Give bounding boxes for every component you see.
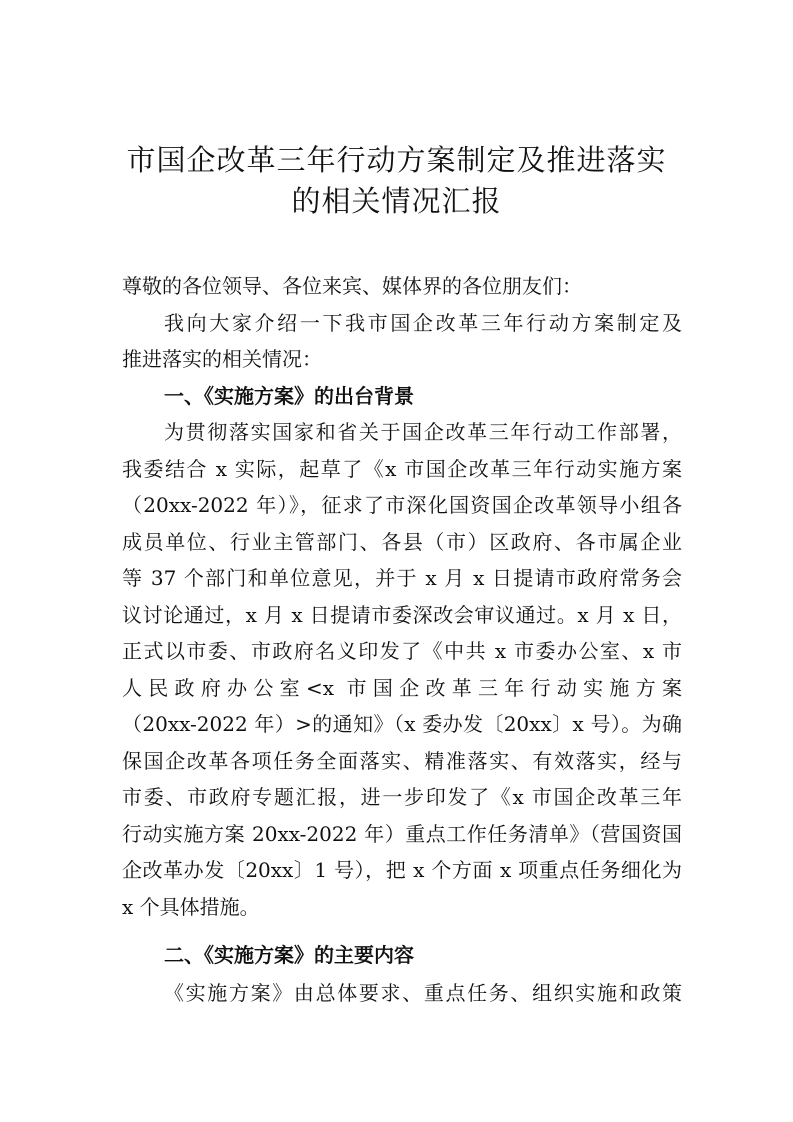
- body-line: 保国企改革各项任务全面落实、精准落实、有效落实，经与: [122, 749, 682, 773]
- body-line: 行动实施方案 20xx-2022 年）重点工作任务清单》（营国资国: [122, 822, 682, 846]
- body-line: 为贯彻落实国家和省关于国企改革三年行动工作部署，: [164, 420, 682, 444]
- body-line: 正式以市委、市政府名义印发了《中共 x 市委办公室、x 市: [122, 639, 682, 663]
- body-line: （20xx-2022 年）>的通知》（x 委办发〔20xx〕x 号）。为确: [122, 712, 682, 736]
- body-line: 《实施方案》由总体要求、重点任务、组织实施和政策: [164, 981, 682, 1005]
- body-line: 等 37 个部门和单位意见，并于 x 月 x 日提请市政府常务会: [122, 566, 682, 590]
- body-line: （20xx-2022 年）》，征求了市深化国资国企改革领导小组各: [122, 493, 682, 517]
- document-title-line-1: 市国企改革三年行动方案制定及推进落实: [126, 143, 667, 177]
- section-heading-2: 二、《实施方案》的主要内容: [164, 943, 414, 967]
- body-line: 成员单位、行业主管部门、各县（市）区政府、各市属企业: [122, 530, 682, 554]
- document-title-line-2: 的相关情况汇报: [291, 184, 502, 218]
- body-line: 我委结合 x 实际，起草了《x 市国企改革三年行动实施方案: [122, 457, 682, 481]
- section-heading-1: 一、《实施方案》的出台背景: [164, 384, 414, 408]
- body-line: 市委、市政府专题汇报，进一步印发了《x 市国企改革三年: [122, 785, 682, 809]
- body-line: 人民政府办公室<x 市国企改革三年行动实施方案: [122, 676, 682, 700]
- salutation: 尊敬的各位领导、各位来宾、媒体界的各位朋友们：: [122, 274, 582, 298]
- intro-line: 我向大家介绍一下我市国企改革三年行动方案制定及: [164, 311, 682, 335]
- body-line: 企改革办发〔20xx〕1 号），把 x 个方面 x 项重点任务细化为: [122, 858, 682, 882]
- body-line: x 个具体措施。: [122, 895, 260, 919]
- body-line: 议讨论通过，x 月 x 日提请市委深改会审议通过。x 月 x 日，: [122, 603, 682, 627]
- intro-line: 推进落实的相关情况：: [122, 347, 322, 371]
